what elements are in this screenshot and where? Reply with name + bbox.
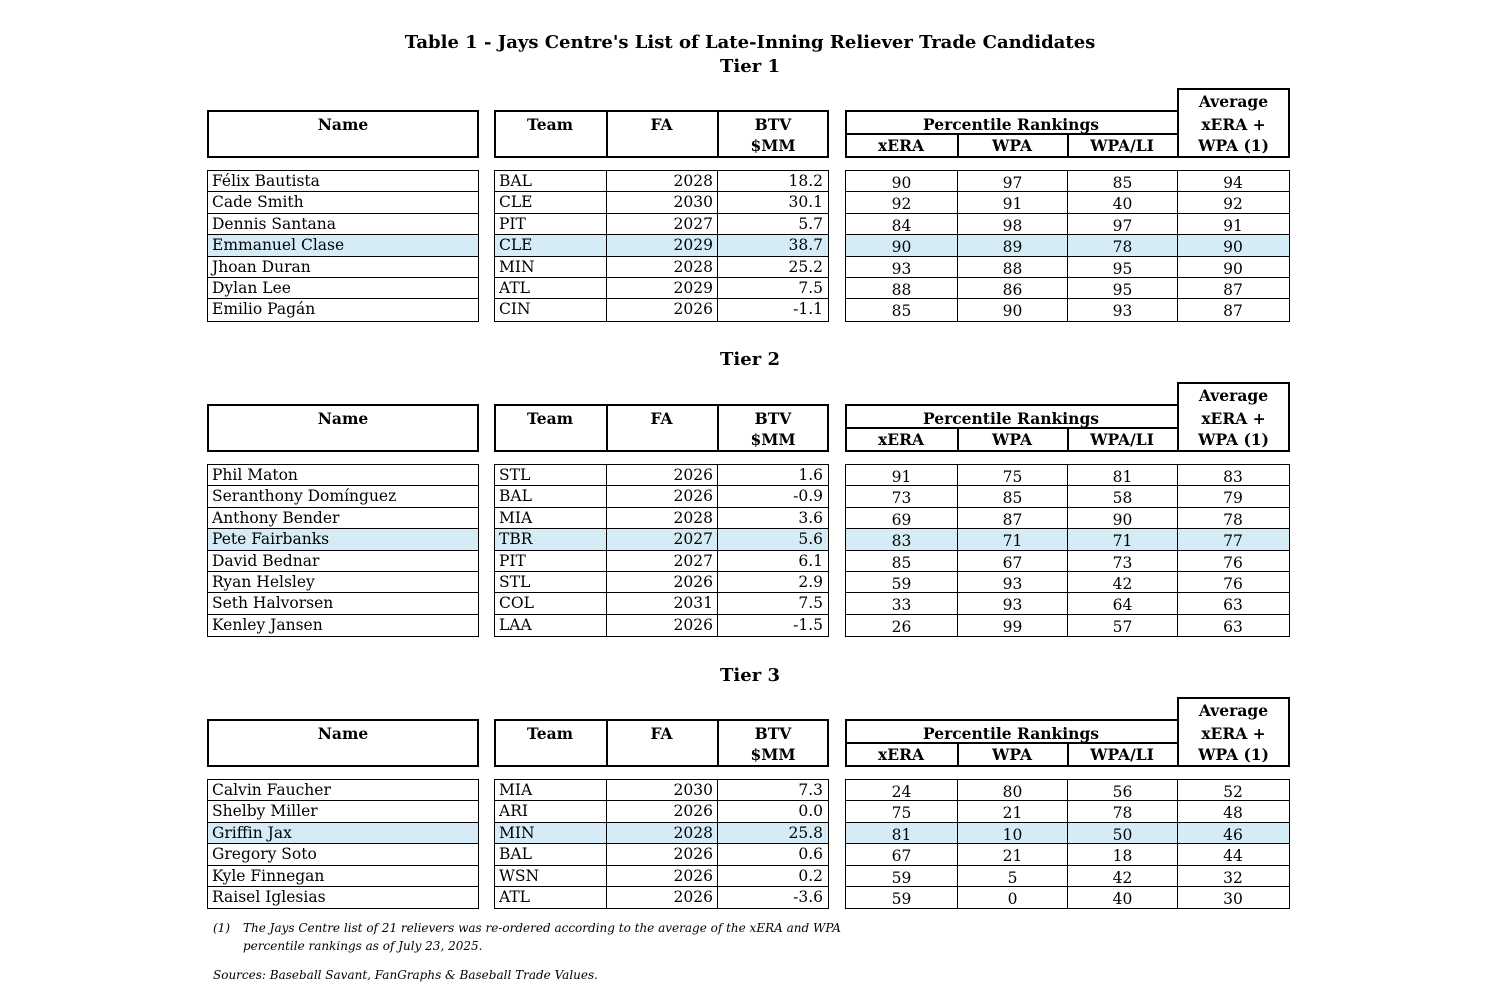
btv-header-line1: BTV bbox=[754, 409, 792, 428]
average-percentile-cell: 46 bbox=[1177, 823, 1288, 843]
table-row bbox=[208, 593, 478, 614]
wpa-percentile-cell: 93 bbox=[957, 593, 1067, 613]
table-row bbox=[495, 887, 828, 908]
average-header-line3: WPA (1) bbox=[1198, 745, 1269, 764]
table-row bbox=[208, 465, 478, 486]
table-row bbox=[846, 823, 1289, 844]
wpa-header: WPA bbox=[992, 430, 1032, 449]
table-row bbox=[495, 278, 828, 299]
tier-title: Tier 3 bbox=[720, 665, 780, 686]
tier-title: Tier 1 bbox=[720, 56, 780, 77]
average-header-line3: WPA (1) bbox=[1198, 136, 1269, 155]
table-row bbox=[495, 593, 828, 614]
fa-year-cell: 2026 bbox=[606, 299, 717, 320]
wpa-percentile-cell: 67 bbox=[957, 551, 1067, 571]
fa-year-cell: 2026 bbox=[606, 866, 717, 886]
average-percentile-cell: 91 bbox=[1177, 214, 1288, 234]
xera-percentile-cell: 67 bbox=[891, 847, 912, 866]
btv-value-cell: -0.9 bbox=[717, 486, 827, 506]
percentile-data-box bbox=[845, 779, 1290, 909]
fa-header: FA bbox=[650, 724, 673, 743]
table-row bbox=[208, 866, 478, 887]
team-data-box bbox=[494, 779, 829, 909]
footnote-line-2: percentile rankings as of July 23, 2025. bbox=[243, 939, 483, 953]
xera-percentile-cell: 85 bbox=[891, 302, 912, 321]
wpa-percentile-cell: 90 bbox=[957, 299, 1067, 320]
team-cell: COL bbox=[499, 594, 534, 613]
wpali-percentile-cell: 81 bbox=[1067, 465, 1177, 485]
xera-percentile-cell: 81 bbox=[891, 825, 912, 844]
table-row bbox=[208, 192, 478, 213]
wpa-percentile-cell: 88 bbox=[957, 257, 1067, 277]
wpali-percentile-cell: 58 bbox=[1067, 486, 1177, 506]
table-row bbox=[495, 801, 828, 822]
wpali-percentile-cell: 97 bbox=[1067, 214, 1177, 234]
fa-year-cell: 2026 bbox=[606, 801, 717, 821]
table-row bbox=[846, 572, 1289, 593]
wpali-percentile-cell: 85 bbox=[1067, 171, 1177, 191]
wpali-percentile-cell: 95 bbox=[1067, 278, 1177, 298]
wpali-percentile-cell: 50 bbox=[1067, 823, 1177, 843]
average-header-line1: Average bbox=[1198, 386, 1269, 405]
table-row bbox=[495, 551, 828, 572]
average-percentile-cell: 90 bbox=[1177, 257, 1288, 277]
btv-value-cell: 7.5 bbox=[717, 593, 827, 613]
xera-percentile-cell: 88 bbox=[891, 281, 912, 299]
btv-value-cell: -3.6 bbox=[717, 887, 827, 908]
fa-year-cell: 2026 bbox=[606, 844, 717, 864]
table-row bbox=[208, 235, 478, 256]
team-header: Team bbox=[526, 409, 574, 428]
btv-value-cell: -1.1 bbox=[717, 299, 827, 320]
wpa-percentile-cell: 86 bbox=[957, 278, 1067, 298]
table-row bbox=[495, 257, 828, 278]
btv-value-cell: 6.1 bbox=[717, 551, 827, 571]
xera-percentile-cell: 24 bbox=[891, 783, 912, 801]
table-row bbox=[495, 299, 828, 320]
average-percentile-cell: 83 bbox=[1177, 465, 1288, 485]
average-header-line2: xERA + bbox=[1201, 409, 1266, 428]
name-header: Name bbox=[317, 724, 369, 743]
fa-year-cell: 2028 bbox=[606, 823, 717, 843]
table-row bbox=[846, 866, 1289, 887]
fa-header: FA bbox=[650, 115, 673, 134]
btv-header-line2: $MM bbox=[750, 745, 796, 764]
player-name-cell: Seth Halvorsen bbox=[212, 594, 334, 613]
btv-value-cell: 7.3 bbox=[717, 780, 827, 800]
wpali-percentile-cell: 73 bbox=[1067, 551, 1177, 571]
table-row bbox=[846, 465, 1289, 486]
xera-header: xERA bbox=[878, 136, 924, 155]
average-percentile-cell: 30 bbox=[1177, 887, 1288, 908]
player-name-cell: Anthony Bender bbox=[212, 508, 340, 527]
percentile-data-box bbox=[845, 464, 1290, 637]
wpa-percentile-cell: 99 bbox=[957, 615, 1067, 636]
wpali-header: WPA/LI bbox=[1090, 136, 1154, 155]
average-percentile-cell: 63 bbox=[1177, 615, 1288, 636]
table-title: Table 1 - Jays Centre's List of Late-Inning Reliever Trade Candidates bbox=[404, 32, 1096, 53]
fa-year-cell: 2026 bbox=[606, 486, 717, 506]
wpali-percentile-cell: 71 bbox=[1067, 529, 1177, 549]
team-cell: PIT bbox=[499, 551, 526, 570]
player-name-cell: David Bednar bbox=[212, 551, 320, 570]
average-header-line1: Average bbox=[1198, 701, 1269, 720]
btv-value-cell: 1.6 bbox=[717, 465, 827, 485]
btv-value-cell: 25.8 bbox=[717, 823, 827, 843]
team-cell: CLE bbox=[499, 236, 533, 255]
xera-percentile-cell: 59 bbox=[891, 890, 912, 908]
fa-year-cell: 2026 bbox=[606, 887, 717, 908]
table-row bbox=[846, 235, 1289, 256]
player-name-cell: Félix Bautista bbox=[212, 172, 320, 190]
btv-value-cell: 30.1 bbox=[717, 192, 827, 212]
tier-title: Tier 2 bbox=[720, 349, 780, 370]
wpali-percentile-cell: 95 bbox=[1067, 257, 1177, 277]
table-row bbox=[208, 171, 478, 192]
table-row bbox=[495, 615, 828, 636]
table-row bbox=[495, 235, 828, 256]
btv-header-line2: $MM bbox=[750, 430, 796, 449]
player-name-cell: Phil Maton bbox=[212, 466, 298, 484]
team-cell: MIA bbox=[499, 781, 533, 799]
xera-percentile-cell: 33 bbox=[891, 596, 912, 615]
wpali-percentile-cell: 56 bbox=[1067, 780, 1177, 800]
btv-value-cell: 3.6 bbox=[717, 508, 827, 528]
wpa-percentile-cell: 91 bbox=[957, 192, 1067, 212]
fa-year-cell: 2027 bbox=[606, 551, 717, 571]
xera-percentile-cell: 84 bbox=[891, 216, 912, 235]
table-row bbox=[846, 299, 1289, 320]
table-row bbox=[846, 615, 1289, 636]
table-row bbox=[208, 780, 478, 801]
wpa-percentile-cell: 10 bbox=[957, 823, 1067, 843]
wpali-header: WPA/LI bbox=[1090, 745, 1154, 764]
table-row bbox=[208, 257, 478, 278]
btv-value-cell: 0.6 bbox=[717, 844, 827, 864]
fa-year-cell: 2030 bbox=[606, 192, 717, 212]
xera-percentile-cell: 59 bbox=[891, 575, 912, 593]
name-header: Name bbox=[317, 115, 369, 134]
average-percentile-cell: 92 bbox=[1177, 192, 1288, 212]
team-header: Team bbox=[526, 724, 574, 743]
name-data-box bbox=[207, 779, 479, 909]
xera-percentile-cell: 91 bbox=[891, 468, 912, 486]
btv-value-cell: 2.9 bbox=[717, 572, 827, 592]
footnote-line-1: The Jays Centre list of 21 relievers was re-ordered according to the average of the xERA and WPA bbox=[243, 921, 841, 935]
team-cell: BAL bbox=[499, 487, 532, 506]
table-row bbox=[208, 278, 478, 299]
table-row bbox=[846, 508, 1289, 529]
wpa-percentile-cell: 98 bbox=[957, 214, 1067, 234]
wpali-percentile-cell: 40 bbox=[1067, 887, 1177, 908]
table-row bbox=[495, 780, 828, 801]
table-row bbox=[846, 486, 1289, 507]
fa-year-cell: 2029 bbox=[606, 235, 717, 255]
xera-percentile-cell: 90 bbox=[891, 238, 912, 257]
fa-year-cell: 2031 bbox=[606, 593, 717, 613]
wpali-header: WPA/LI bbox=[1090, 430, 1154, 449]
player-name-cell: Emmanuel Clase bbox=[212, 236, 345, 255]
wpali-percentile-cell: 93 bbox=[1067, 299, 1177, 320]
wpa-percentile-cell: 93 bbox=[957, 572, 1067, 592]
player-name-cell: Gregory Soto bbox=[212, 845, 317, 864]
team-cell: MIA bbox=[499, 508, 533, 527]
wpali-percentile-cell: 40 bbox=[1067, 192, 1177, 212]
average-percentile-cell: 52 bbox=[1177, 780, 1288, 800]
team-cell: TBR bbox=[499, 530, 533, 549]
table-row bbox=[846, 801, 1289, 822]
fa-year-cell: 2026 bbox=[606, 465, 717, 485]
xera-header: xERA bbox=[878, 430, 924, 449]
average-percentile-cell: 87 bbox=[1177, 278, 1288, 298]
xera-percentile-cell: 75 bbox=[891, 804, 912, 823]
table-row bbox=[495, 192, 828, 213]
average-header-line2: xERA + bbox=[1201, 724, 1266, 743]
team-cell: ATL bbox=[499, 279, 530, 297]
btv-value-cell: 18.2 bbox=[717, 171, 827, 191]
name-data-box bbox=[207, 170, 479, 322]
fa-year-cell: 2029 bbox=[606, 278, 717, 298]
wpali-percentile-cell: 64 bbox=[1067, 593, 1177, 613]
table-row bbox=[846, 214, 1289, 235]
percentile-data-box bbox=[845, 170, 1290, 322]
fa-year-cell: 2026 bbox=[606, 572, 717, 592]
table-row bbox=[208, 844, 478, 865]
btv-value-cell: 0.0 bbox=[717, 801, 827, 821]
team-cell: ARI bbox=[499, 802, 528, 821]
table-row bbox=[208, 887, 478, 908]
table-row bbox=[208, 508, 478, 529]
wpa-percentile-cell: 0 bbox=[957, 887, 1067, 908]
xera-percentile-cell: 93 bbox=[891, 259, 912, 278]
average-percentile-cell: 77 bbox=[1177, 529, 1288, 549]
fa-year-cell: 2030 bbox=[606, 780, 717, 800]
wpali-percentile-cell: 90 bbox=[1067, 508, 1177, 528]
wpa-percentile-cell: 97 bbox=[957, 171, 1067, 191]
team-cell: ATL bbox=[499, 888, 530, 906]
wpa-percentile-cell: 85 bbox=[957, 486, 1067, 506]
wpali-percentile-cell: 42 bbox=[1067, 572, 1177, 592]
btv-value-cell: 25.2 bbox=[717, 257, 827, 277]
percentile-rankings-header: Percentile Rankings bbox=[922, 409, 1100, 428]
player-name-cell: Griffin Jax bbox=[212, 823, 292, 842]
team-header: Team bbox=[526, 115, 574, 134]
footnote-marker: (1) bbox=[213, 921, 230, 935]
player-name-cell: Ryan Helsley bbox=[212, 573, 315, 591]
fa-year-cell: 2028 bbox=[606, 508, 717, 528]
player-name-cell: Seranthony Domínguez bbox=[212, 487, 397, 506]
wpa-percentile-cell: 5 bbox=[957, 866, 1067, 886]
xera-percentile-cell: 59 bbox=[891, 868, 912, 887]
btv-header-line2: $MM bbox=[750, 136, 796, 155]
btv-value-cell: -1.5 bbox=[717, 615, 827, 636]
average-percentile-cell: 79 bbox=[1177, 486, 1288, 506]
fa-header: FA bbox=[650, 409, 673, 428]
team-cell: BAL bbox=[499, 845, 532, 864]
average-percentile-cell: 87 bbox=[1177, 299, 1288, 320]
btv-header-line1: BTV bbox=[754, 115, 792, 134]
team-cell: LAA bbox=[499, 615, 532, 634]
average-percentile-cell: 76 bbox=[1177, 572, 1288, 592]
table-row bbox=[208, 823, 478, 844]
wpa-percentile-cell: 21 bbox=[957, 801, 1067, 821]
table-row bbox=[208, 615, 478, 636]
table-row bbox=[846, 780, 1289, 801]
table-row bbox=[495, 171, 828, 192]
btv-value-cell: 7.5 bbox=[717, 278, 827, 298]
wpa-percentile-cell: 80 bbox=[957, 780, 1067, 800]
table-row bbox=[495, 486, 828, 507]
wpa-percentile-cell: 89 bbox=[957, 235, 1067, 255]
player-name-cell: Dennis Santana bbox=[212, 214, 336, 233]
average-percentile-cell: 78 bbox=[1177, 508, 1288, 528]
table-row bbox=[208, 486, 478, 507]
team-cell: STL bbox=[499, 573, 531, 591]
table-row bbox=[846, 257, 1289, 278]
player-name-cell: Kenley Jansen bbox=[212, 615, 323, 634]
xera-percentile-cell: 83 bbox=[891, 532, 912, 551]
table-row bbox=[208, 299, 478, 320]
wpa-percentile-cell: 87 bbox=[957, 508, 1067, 528]
player-name-cell: Dylan Lee bbox=[212, 279, 291, 297]
average-header-line3: WPA (1) bbox=[1198, 430, 1269, 449]
table-row bbox=[495, 844, 828, 865]
sources-note: Sources: Baseball Savant, FanGraphs & Baseball Trade Values. bbox=[213, 968, 598, 982]
table-row bbox=[208, 551, 478, 572]
player-name-cell: Jhoan Duran bbox=[212, 257, 311, 276]
xera-percentile-cell: 73 bbox=[891, 489, 912, 508]
player-name-cell: Shelby Miller bbox=[212, 802, 318, 821]
wpa-header: WPA bbox=[992, 745, 1032, 764]
team-cell: WSN bbox=[499, 866, 540, 885]
wpa-percentile-cell: 75 bbox=[957, 465, 1067, 485]
wpali-percentile-cell: 78 bbox=[1067, 801, 1177, 821]
percentile-rankings-header: Percentile Rankings bbox=[922, 724, 1100, 743]
table-row bbox=[846, 278, 1289, 299]
table-row bbox=[495, 866, 828, 887]
team-cell: BAL bbox=[499, 172, 532, 190]
average-percentile-cell: 48 bbox=[1177, 801, 1288, 821]
btv-value-cell: 38.7 bbox=[717, 235, 827, 255]
xera-percentile-cell: 90 bbox=[891, 174, 912, 192]
average-percentile-cell: 94 bbox=[1177, 171, 1288, 191]
fa-year-cell: 2026 bbox=[606, 615, 717, 636]
table-row bbox=[208, 529, 478, 550]
table-row bbox=[846, 192, 1289, 213]
btv-header-line1: BTV bbox=[754, 724, 792, 743]
average-percentile-cell: 44 bbox=[1177, 844, 1288, 864]
player-name-cell: Pete Fairbanks bbox=[212, 530, 330, 549]
name-data-box bbox=[207, 464, 479, 637]
btv-value-cell: 0.2 bbox=[717, 866, 827, 886]
fa-year-cell: 2027 bbox=[606, 529, 717, 549]
wpali-percentile-cell: 42 bbox=[1067, 866, 1177, 886]
table-row bbox=[495, 508, 828, 529]
team-data-box bbox=[494, 464, 829, 637]
average-percentile-cell: 76 bbox=[1177, 551, 1288, 571]
table-row bbox=[495, 214, 828, 235]
team-cell: CIN bbox=[499, 300, 531, 319]
name-header: Name bbox=[317, 409, 369, 428]
xera-header: xERA bbox=[878, 745, 924, 764]
btv-value-cell: 5.6 bbox=[717, 529, 827, 549]
wpali-percentile-cell: 57 bbox=[1067, 615, 1177, 636]
team-cell: MIN bbox=[499, 823, 535, 842]
average-percentile-cell: 90 bbox=[1177, 235, 1288, 255]
table-row bbox=[208, 801, 478, 822]
fa-year-cell: 2028 bbox=[606, 257, 717, 277]
wpa-header: WPA bbox=[992, 136, 1032, 155]
table-row bbox=[495, 465, 828, 486]
table-row bbox=[846, 171, 1289, 192]
xera-percentile-cell: 26 bbox=[891, 617, 912, 636]
table-row bbox=[495, 572, 828, 593]
wpa-percentile-cell: 71 bbox=[957, 529, 1067, 549]
fa-year-cell: 2028 bbox=[606, 171, 717, 191]
btv-value-cell: 5.7 bbox=[717, 214, 827, 234]
player-name-cell: Kyle Finnegan bbox=[212, 866, 325, 885]
average-header-line2: xERA + bbox=[1201, 115, 1266, 134]
fa-year-cell: 2027 bbox=[606, 214, 717, 234]
wpali-percentile-cell: 78 bbox=[1067, 235, 1177, 255]
percentile-rankings-header: Percentile Rankings bbox=[922, 115, 1100, 134]
player-name-cell: Emilio Pagán bbox=[212, 300, 316, 319]
wpa-percentile-cell: 21 bbox=[957, 844, 1067, 864]
player-name-cell: Calvin Faucher bbox=[212, 781, 331, 799]
table-row bbox=[846, 844, 1289, 865]
team-cell: STL bbox=[499, 466, 531, 484]
team-cell: MIN bbox=[499, 257, 535, 276]
player-name-cell: Cade Smith bbox=[212, 193, 304, 212]
average-percentile-cell: 63 bbox=[1177, 593, 1288, 613]
xera-percentile-cell: 92 bbox=[891, 195, 912, 214]
table-row bbox=[208, 572, 478, 593]
table-row bbox=[495, 823, 828, 844]
team-cell: CLE bbox=[499, 193, 533, 212]
table-row bbox=[846, 529, 1289, 550]
player-name-cell: Raisel Iglesias bbox=[212, 888, 326, 906]
team-cell: PIT bbox=[499, 214, 526, 233]
team-data-box bbox=[494, 170, 829, 322]
table-row bbox=[495, 529, 828, 550]
table-row bbox=[846, 887, 1289, 908]
average-percentile-cell: 32 bbox=[1177, 866, 1288, 886]
xera-percentile-cell: 69 bbox=[891, 510, 912, 529]
table-row bbox=[208, 214, 478, 235]
table-row bbox=[846, 593, 1289, 614]
xera-percentile-cell: 85 bbox=[891, 553, 912, 572]
table-row bbox=[846, 551, 1289, 572]
average-header-line1: Average bbox=[1198, 92, 1269, 111]
wpali-percentile-cell: 18 bbox=[1067, 844, 1177, 864]
